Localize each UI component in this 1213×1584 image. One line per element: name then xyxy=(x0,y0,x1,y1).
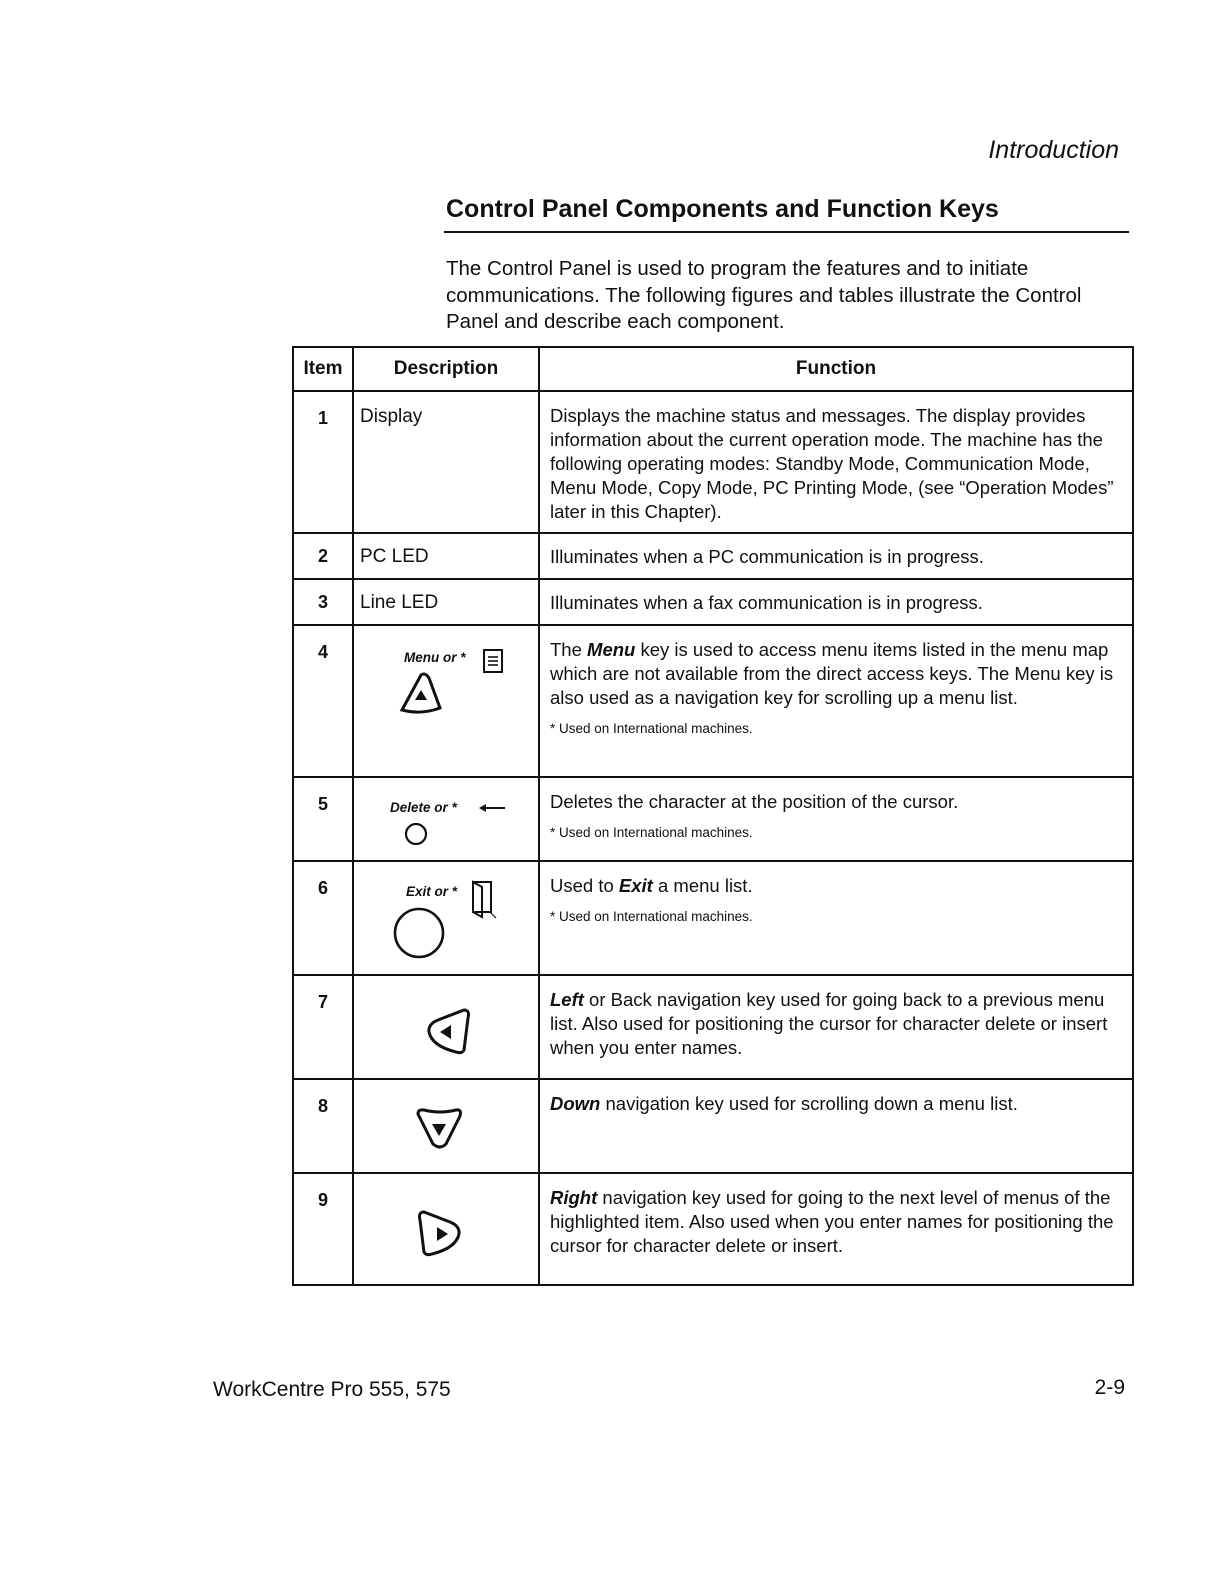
exit-door-icon xyxy=(470,880,498,920)
table-row xyxy=(293,975,1133,1079)
item-number: 5 xyxy=(293,777,353,861)
item-function xyxy=(539,625,1133,777)
function-text-part: navigation key used for scrolling down a menu list. xyxy=(600,1093,1018,1114)
table-row xyxy=(293,391,1133,533)
intro-text: The Control Panel is used to program the features and to initiate communications. The following figures and tables illustrate the Control Panel and describe each component. xyxy=(446,257,1082,333)
function-text xyxy=(550,638,1122,710)
item-description: Line LED xyxy=(353,579,539,625)
item-function xyxy=(539,777,1133,861)
function-text: Displays the machine status and messages. The display provides information about the current operation mode. The machine has the following operating modes: Standby Mode, Communication Mode, Menu Mode, Copy Mode, PC Printing Mode, (see “Operation Modes” later in this Chapter). xyxy=(550,405,1114,522)
item-number: 3 xyxy=(293,579,353,625)
item-key-figure xyxy=(353,1173,539,1285)
footer-page-number: 2-9 xyxy=(1094,1376,1125,1399)
function-keyword: Left xyxy=(550,989,584,1010)
item-function xyxy=(539,975,1133,1079)
item-function xyxy=(539,391,1133,533)
function-text-part: key is used to access menu items listed in the menu map which are not available from the direct access keys. The Menu key is also used as a navigation key for scrolling up a menu list. xyxy=(550,639,1114,708)
item-function xyxy=(539,1173,1133,1285)
function-text xyxy=(550,988,1122,1060)
page-title: Control Panel Components and Function Keys xyxy=(446,195,999,223)
function-keyword: Right xyxy=(550,1187,598,1208)
delete-key-icon xyxy=(404,822,428,846)
menu-list-icon xyxy=(482,648,504,674)
item-number: 7 xyxy=(293,975,353,1079)
menu-key-icon xyxy=(398,670,444,714)
function-text-part: Used to xyxy=(550,875,619,896)
table-row xyxy=(293,1079,1133,1173)
item-number: 6 xyxy=(293,861,353,975)
item-function xyxy=(539,579,1133,625)
function-text: Illuminates when a PC communication is in progress. xyxy=(550,546,984,567)
table-row xyxy=(293,777,1133,861)
footer-product: WorkCentre Pro 555, 575 xyxy=(213,1378,451,1401)
function-text xyxy=(550,1186,1122,1258)
key-label: Exit or * xyxy=(406,884,458,899)
footnote: * Used on International machines. xyxy=(550,909,753,924)
table-row xyxy=(293,1173,1133,1285)
item-function xyxy=(539,533,1133,579)
section-header: Introduction xyxy=(988,136,1119,164)
item-number: 4 xyxy=(293,625,353,777)
function-text-part: a menu list. xyxy=(652,875,753,896)
item-number: 8 xyxy=(293,1079,353,1173)
function-text xyxy=(550,1092,1122,1116)
item-key-figure xyxy=(353,777,539,861)
table-row xyxy=(293,579,1133,625)
footnote: * Used on International machines. xyxy=(550,721,753,736)
item-number: 2 xyxy=(293,533,353,579)
function-text-part: or Back navigation key used for going back to a previous menu list. Also used for positioning the cursor for character delete or insert when you enter names. xyxy=(550,989,1108,1058)
intro-paragraph xyxy=(446,256,1126,336)
function-keyword: Down xyxy=(550,1093,601,1114)
table-row xyxy=(293,861,1133,975)
function-text-part: The xyxy=(550,639,588,660)
left-arrow-key-icon xyxy=(424,1006,472,1056)
key-label: Menu or * xyxy=(404,650,466,665)
function-text: Illuminates when a fax communication is in progress. xyxy=(550,592,983,613)
backspace-arrow-icon xyxy=(478,802,506,814)
function-text: Deletes the character at the position of the cursor. xyxy=(550,791,959,812)
title-rule xyxy=(444,231,1129,233)
header-item: Item xyxy=(293,347,353,391)
function-text xyxy=(550,874,1122,898)
item-number: 9 xyxy=(293,1173,353,1285)
item-key-figure xyxy=(353,625,539,777)
header-description: Description xyxy=(353,347,539,391)
item-number: 1 xyxy=(293,391,353,533)
item-description: Display xyxy=(353,391,539,533)
item-key-figure xyxy=(353,975,539,1079)
function-keys-table xyxy=(292,346,1134,1286)
down-arrow-key-icon xyxy=(414,1106,464,1152)
exit-key-icon xyxy=(392,906,446,960)
footnote: * Used on International machines. xyxy=(550,825,753,840)
item-description: PC LED xyxy=(353,533,539,579)
function-keyword: Menu xyxy=(587,639,636,660)
table-row xyxy=(293,533,1133,579)
item-key-figure xyxy=(353,861,539,975)
function-keyword: Exit xyxy=(618,875,653,896)
table-row xyxy=(293,625,1133,777)
header-function: Function xyxy=(539,347,1133,391)
item-key-figure xyxy=(353,1079,539,1173)
key-label: Delete or * xyxy=(390,800,457,815)
table-header-row xyxy=(293,347,1133,391)
right-arrow-key-icon xyxy=(416,1208,464,1258)
item-function xyxy=(539,1079,1133,1173)
item-function xyxy=(539,861,1133,975)
function-text-part: navigation key used for going to the next level of menus of the highlighted item. Also used when you enter names for positioning the cursor for character delete or insert. xyxy=(550,1187,1114,1256)
